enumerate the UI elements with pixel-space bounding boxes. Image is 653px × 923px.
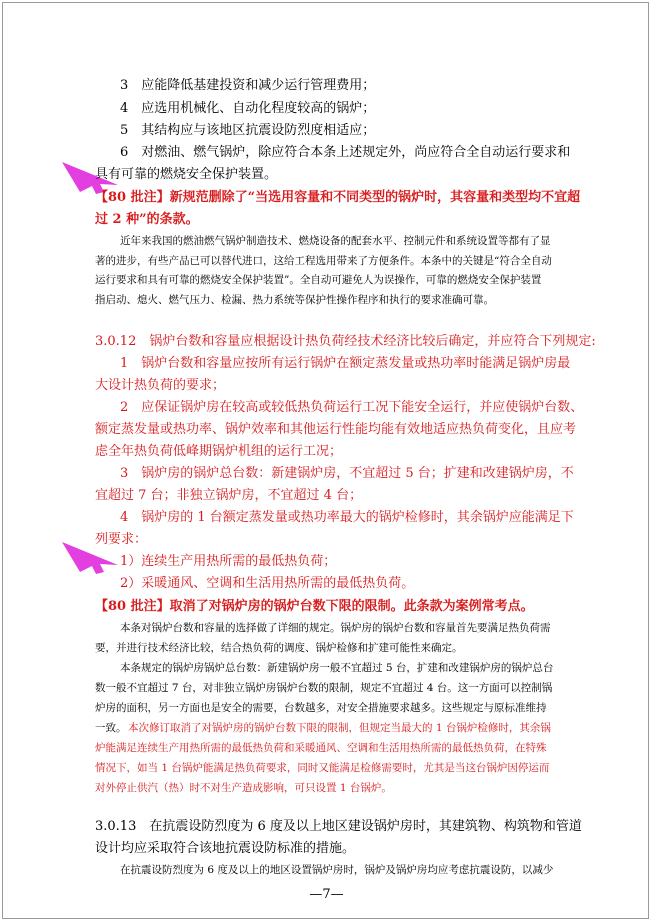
- annotation-line: 过 2 种”的条款。: [95, 212, 199, 227]
- text-line: 虑全年热负荷低峰期锅炉机组的运行工况；: [95, 444, 343, 459]
- text-line: 设计均应采取符合该地抗震设防标准的措施。: [95, 841, 356, 856]
- commentary-line: 要，并进行技术经济比较，结合热负荷的调度、锅炉检修和扩建可能性来确定。: [95, 642, 463, 654]
- commentary-line: 在抗震设防烈度为 6 度及以上的地区设置锅炉房时，锅炉及锅炉房均应考虑抗震设防，以减少: [120, 864, 554, 876]
- annotation-line: 【80 批注】取消了对锅炉房的锅炉台数下限的限制。此条款为案例常考点。: [95, 599, 534, 614]
- commentary-line: 情况下，如当 1 台锅炉能满足热负荷要求，同时又能满足检修需要时，尤其是当这台锅炉因停运而: [95, 762, 550, 774]
- text-line: 大设计热负荷的要求；: [95, 378, 226, 393]
- clause-heading: 3.0.13 在抗震设防烈度为 6 度及以上地区建设锅炉房时，其建筑物、构筑物和管道: [95, 819, 582, 834]
- text-line: 具有可靠的燃烧安全保护装置。: [95, 167, 278, 182]
- text-line: 3 锅炉房的锅炉总台数：新建锅炉房，不宜超过 5 台；扩建和改建锅炉房，不: [120, 466, 574, 481]
- text-line: 2）采暖通风、空调和生活用热所需的最低热负荷。: [120, 576, 415, 591]
- text-line: 4 锅炉房的 1 台额定蒸发量或热功率最大的锅炉检修时，其余锅炉应能满足下: [120, 510, 574, 525]
- text-line: 5 其结构应与该地区抗震设防烈度相适应；: [120, 123, 376, 138]
- commentary-line: 本次修订取消了对锅炉房的锅炉台数下限的限制，但规定当最大的 1 台锅炉检修时，其余锅: [128, 722, 551, 734]
- text-line: 额定蒸发量或热功率、锅炉效率和其他运行性能均能有效地适应热负荷变化，且应考: [95, 422, 577, 437]
- commentary-line: 近年来我国的燃油燃气锅炉制造技术、燃烧设备的配套水平、控制元件和系统设置等都有了显: [120, 235, 551, 247]
- commentary-line: 运行要求和具有可靠的燃烧安全保护装置”。全自动可避免人为误操作，可靠的燃烧安全保护装置: [95, 274, 542, 286]
- commentary-line: 炉房的面积，另一方面也是安全的需要，台数越多，对安全措施要求越多。这些规定与原标准维持: [95, 702, 547, 714]
- commentary-line: 一致。: [95, 722, 127, 734]
- commentary-line: 本条规定的锅炉房锅炉总台数：新建锅炉房一般不宜超过 5 台，扩建和改建锅炉房的锅炉总台: [120, 662, 554, 674]
- annotation-line: 【80 批注】新规范删除了“当选用容量和不同类型的锅炉时，其容量和类型均不宜超: [95, 190, 581, 205]
- page-number: —7—: [309, 887, 344, 902]
- commentary-line: 对外停止供汽（热）时不对生产造成影响，可只设置 1 台锅炉。: [95, 782, 392, 794]
- clause-heading: 3.0.12 锅炉台数和容量应根据设计热负荷经技术经济比较后确定，并应符合下列规定:: [95, 334, 596, 349]
- text-line: 3 应能降低基建投资和减少运行管理费用；: [120, 78, 376, 93]
- commentary-line: 炉能满足连续生产用热所需的最低热负荷和采暖通风、空调和生活用热所需的最低热负荷，在特殊: [95, 742, 547, 754]
- text-line: 列要求：: [95, 532, 148, 547]
- text-line: 2 应保证锅炉房在较高或较低热负荷运行工况下能安全运行，并应使锅炉台数、: [120, 400, 584, 415]
- text-line: 宜超过 7 台；非独立锅炉房，不宜超过 4 台；: [95, 488, 363, 503]
- commentary-line: 数一般不宜超过 7 台，对非独立锅炉房锅炉台数的限制，规定不宜超过 4 台。这一方面可以控制锅: [95, 682, 553, 694]
- text-line: 6 对燃油、燃气锅炉，除应符合本条上述规定外，尚应符合全自动运行要求和: [120, 145, 571, 160]
- text-line: 4 应选用机械化、自动化程度较高的锅炉；: [120, 101, 376, 116]
- commentary-line: 著的进步，有些产品已可以替代进口，这给工程选用带来了方便条件。本条中的关键是“符合全自动: [95, 255, 552, 267]
- text-line: 1）连续生产用热所需的最低热负荷；: [120, 554, 337, 569]
- commentary-line: 本条对锅炉台数和容量的选择做了详细的规定。锅炉房的锅炉台数和容量首先要满足热负荷需: [120, 622, 551, 634]
- commentary-line: 指启动、熄火、燃气压力、检漏、热力系统等保护性操作程序和执行的要求准确可靠。: [95, 294, 494, 306]
- text-line: 1 锅炉台数和容量应按所有运行锅炉在额定蒸发量或热功率时能满足锅炉房最: [120, 356, 571, 371]
